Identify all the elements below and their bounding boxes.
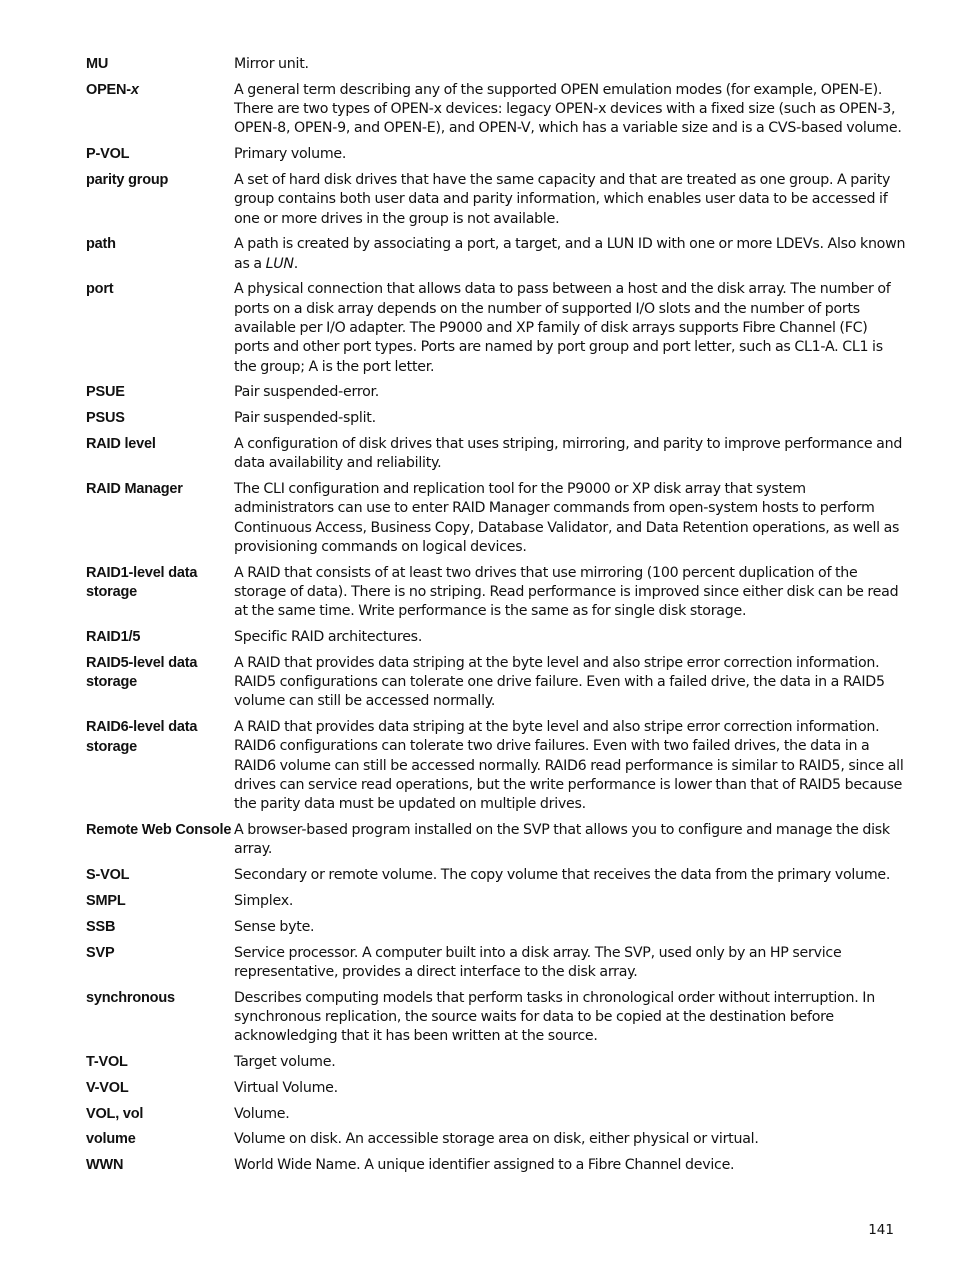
glossary-entry-psue xyxy=(86,383,906,403)
glossary-entry-wwn xyxy=(86,1156,906,1176)
glossary-entry-raid1-level xyxy=(86,564,906,622)
glossary-entry-ssb xyxy=(86,918,906,938)
definition-text: . xyxy=(293,255,298,272)
glossary-entry-mu xyxy=(86,55,906,75)
glossary-entry-raid5-level xyxy=(86,654,906,712)
glossary-term: SMPL xyxy=(86,892,126,909)
glossary-entry-remote-web-console xyxy=(86,821,906,860)
glossary-definition: Pair suspended-error. xyxy=(234,384,380,401)
glossary-term: SSB xyxy=(86,918,116,935)
glossary-entry-s-vol xyxy=(86,866,906,886)
glossary-term: RAID level xyxy=(86,435,156,452)
glossary-definition: Service processor. A computer built into a disk array. The SVP, used only by an HP service representative, provides a direct interface to the disk array. xyxy=(234,944,842,980)
glossary-entry-raid-level xyxy=(86,435,906,474)
glossary-term: volume xyxy=(86,1131,136,1148)
glossary-definition: Secondary or remote volume. The copy volume that receives the data from the primary volume. xyxy=(234,866,891,883)
glossary-entry-raid-manager xyxy=(86,480,906,557)
glossary-term: P-VOL xyxy=(86,146,130,163)
glossary-definition: Pair suspended-split. xyxy=(234,410,376,427)
glossary-entry-smpl xyxy=(86,892,906,912)
glossary-term: RAID Manager xyxy=(86,480,183,497)
glossary-entry-synchronous xyxy=(86,989,906,1047)
glossary-definition: Volume. xyxy=(234,1105,290,1122)
glossary-entry-t-vol xyxy=(86,1053,906,1073)
glossary-definition: A set of hard disk drives that have the same capacity and that are treated as one group. A parity group contains both user data and parity information, which enables user data to be accessed if one or more drives in the group is not available. xyxy=(234,172,891,227)
glossary-definition: A RAID that consists of at least two drives that use mirroring (100 percent duplication of the storage of data). There is no striping. Read performance is improved since either disk can be read at the same time. Write performance is the same as for single disk storage. xyxy=(234,564,899,620)
glossary-definition: Simplex. xyxy=(234,892,294,909)
glossary-term: S-VOL xyxy=(86,866,130,883)
glossary-definition: A browser-based program installed on the SVP that allows you to configure and manage the disk array. xyxy=(234,821,890,858)
definition-italic-term: LUN xyxy=(265,255,294,272)
glossary-definition: Virtual Volume. xyxy=(234,1079,338,1096)
glossary-term: RAID6-level data storage xyxy=(86,719,198,755)
glossary-term: path xyxy=(86,236,116,253)
glossary-term: VOL, vol xyxy=(86,1105,144,1122)
glossary-definition: World Wide Name. A unique identifier assigned to a Fibre Channel device. xyxy=(234,1157,735,1174)
glossary-term: port xyxy=(86,281,114,298)
glossary-definition: A general term describing any of the supported OPEN emulation modes (for example, OPEN-E). There are two types of OPEN-x devices: legacy OPEN-x devices with a fixed size (such as OPEN-3, OPEN-8, OPEN-9, and OPEN-E), and OPEN-V, which has a variable size and is a CVS-based volume. xyxy=(234,81,902,137)
glossary-entry-port xyxy=(86,280,906,376)
glossary-term-prefix: OPEN- xyxy=(86,81,131,98)
glossary-term: RAID1-level data storage xyxy=(86,564,198,601)
glossary-definition: Primary volume. xyxy=(234,146,347,163)
glossary-definition: Target volume. xyxy=(234,1053,336,1070)
glossary-term: Remote Web Console xyxy=(86,821,232,838)
glossary-definition: A RAID that provides data striping at the byte level and also stripe error correction information. RAID6 configurations can tolerate two drive failures. Even with two failed drives, the data in a RAID6 volume can still be accessed normally. RAID6 read performance is similar to RAID5, since all drives can service read operations, but the write performance is lower than that of RAID5 because the parity data must be updated on multiple drives. xyxy=(234,719,904,813)
glossary-term: parity group xyxy=(86,172,169,189)
glossary-entry-open-x xyxy=(86,81,906,139)
glossary-term: T-VOL xyxy=(86,1053,128,1070)
glossary-definition: A RAID that provides data striping at the byte level and also stripe error correction information. RAID5 configurations can tolerate one drive failure. Even with a failed drive, the data in a RAID5 volume can still be accessed normally. xyxy=(234,654,885,710)
definition-text: A path is created by associating a port, a target, and a LUN ID with one or more LDEVs. Also known as a xyxy=(234,236,906,272)
glossary-entry-path xyxy=(86,235,906,274)
page-number: 141 xyxy=(868,1222,894,1238)
glossary-entry-raid6-level xyxy=(86,718,906,814)
glossary-definition: A configuration of disk drives that uses striping, mirroring, and parity to improve performance and data availability and reliability. xyxy=(234,435,903,472)
glossary-entry-p-vol xyxy=(86,145,906,165)
glossary-definition: Sense byte. xyxy=(234,918,315,935)
glossary-definition: The CLI configuration and replication tool for the P9000 or XP disk array that system administrators can use to enter RAID Manager commands from open-system hosts to perform Continuous Access, Business Copy, Database Validator, and Data Retention operations, as well as provisioning commands on logical devices. xyxy=(234,480,900,555)
glossary-term: V-VOL xyxy=(86,1079,129,1096)
glossary-term-italic: x xyxy=(130,81,139,98)
glossary-entry-vol xyxy=(86,1105,906,1125)
glossary-term: RAID5-level data storage xyxy=(86,654,198,691)
glossary-definition: A physical connection that allows data to pass between a host and the disk array. The number of ports on a disk array depends on the number of supported I/O slots and the number of ports available per I/O adapter. The P9000 and XP family of disk arrays supports Fibre Channel (FC) ports and other port types. Ports are named by port group and port letter, such as CL1-A. CL1 is the group; A is the port letter. xyxy=(234,281,891,375)
glossary-entry-v-vol xyxy=(86,1079,906,1099)
glossary-entry-volume xyxy=(86,1130,906,1150)
glossary-entry-psus xyxy=(86,409,906,429)
glossary-term: WWN xyxy=(86,1157,124,1174)
glossary-entry-svp xyxy=(86,944,906,983)
glossary-term: PSUE xyxy=(86,384,125,401)
glossary-term: RAID1/5 xyxy=(86,628,141,645)
glossary-term: synchronous xyxy=(86,989,175,1006)
glossary-term: MU xyxy=(86,56,109,72)
glossary-definition: Specific RAID architectures. xyxy=(234,628,423,645)
glossary-term xyxy=(86,81,234,101)
glossary-definition: Describes computing models that perform tasks in chronological order without interruption. In synchronous replication, the source waits for data to be copied at the destination before acknowledging that it has been written at the source. xyxy=(234,989,875,1045)
glossary-list xyxy=(86,55,906,1182)
glossary-definition: Mirror unit. xyxy=(234,56,309,72)
glossary-entry-parity-group xyxy=(86,171,906,229)
glossary-term: SVP xyxy=(86,944,115,961)
glossary-definition: Volume on disk. An accessible storage area on disk, either physical or virtual. xyxy=(234,1131,759,1148)
glossary-term: PSUS xyxy=(86,410,125,427)
glossary-entry-raid1-5 xyxy=(86,628,906,648)
glossary-definition xyxy=(234,235,906,274)
